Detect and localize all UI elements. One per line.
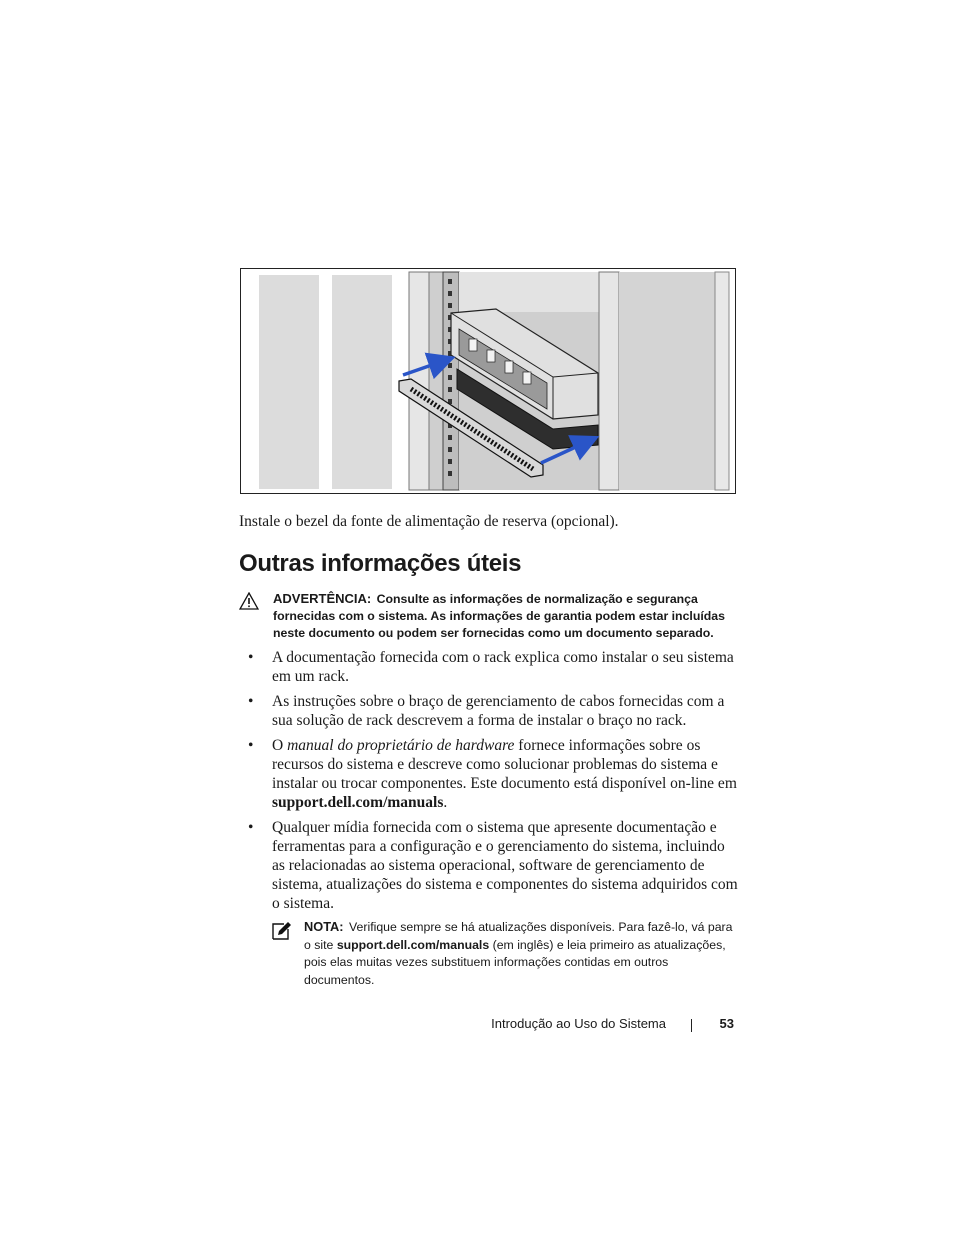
bullet-text: A documentação fornecida com o rack explica como instalar o seu sistema em um rack. xyxy=(272,649,734,685)
section-heading: Outras informações úteis xyxy=(239,550,522,577)
bullet-text: fornece informações sobre os recursos do sistema e descreve como solucionar problemas do sistema e instalar ou trocar componentes. Este documento está disponível on-line em xyxy=(272,737,737,792)
info-bullet-list xyxy=(239,648,739,919)
note-support-link[interactable]: support.dell.com/manuals xyxy=(336,937,490,952)
bullet-marker: • xyxy=(248,737,254,754)
bullet-marker: • xyxy=(248,693,254,710)
note-body-end: (em inglês) e leia primeiro as atualizações, pois elas muitas vezes substituem informações contidas em outros documentos. xyxy=(304,937,726,987)
page-number: 53 xyxy=(719,1016,734,1031)
footer-separator xyxy=(691,1019,692,1032)
bezel-installation-illustration xyxy=(240,268,736,494)
note-body: Verifique sempre se há atualizações disponíveis. Para fazê-lo, vá para o site xyxy=(304,920,733,952)
footer-title: Introdução ao Uso do Sistema xyxy=(491,1016,666,1031)
bullet-text: Qualquer mídia fornecida com o sistema que apresente documentação e ferramentas para a configuração e o gerenciamento do sistema, incluindo as relacionadas ao sistema operacional, software de gerenciamento de sistema, atualizações do sistema e componentes do sistema adquiridos com o sistema. xyxy=(272,819,738,912)
list-item xyxy=(239,692,739,730)
bullet-suffix: . xyxy=(443,794,448,811)
warning-block xyxy=(239,590,739,642)
list-item xyxy=(239,818,739,913)
rack-panel-middle xyxy=(332,275,392,489)
page-footer xyxy=(480,1016,736,1036)
bullet-prefix: O xyxy=(272,737,288,754)
warning-body: Consulte as informações de normalização e segurança fornecidas com o sistema. As informações de garantia podem estar incluídas neste documento ou podem ser fornecidas como um documento separado. xyxy=(273,592,725,640)
bullet-marker: • xyxy=(248,819,254,836)
note-block xyxy=(272,918,738,989)
rack-illustration-svg xyxy=(241,269,735,493)
figure-caption: Instale o bezel da fonte de alimentação de reserva (opcional). xyxy=(239,513,619,530)
warning-label: ADVERTÊNCIA: xyxy=(273,591,372,606)
bullet-text: As instruções sobre o braço de gerenciamento de cabos fornecidas com a sua solução de rack descrevem a forma de instalar o braço no rack. xyxy=(272,693,725,729)
list-item xyxy=(239,648,739,686)
bullet-marker: • xyxy=(248,649,254,666)
note-pencil-icon xyxy=(272,920,292,940)
note-label: NOTA: xyxy=(304,919,344,934)
rack-panel-left xyxy=(259,275,319,489)
manual-title: manual do proprietário de hardware xyxy=(287,737,515,754)
support-link[interactable]: support.dell.com/manuals xyxy=(272,794,444,811)
note-text xyxy=(304,918,738,989)
rack-panel-right xyxy=(619,272,715,490)
list-item xyxy=(239,736,739,812)
warning-triangle-icon xyxy=(239,592,259,610)
warning-text xyxy=(273,590,739,642)
